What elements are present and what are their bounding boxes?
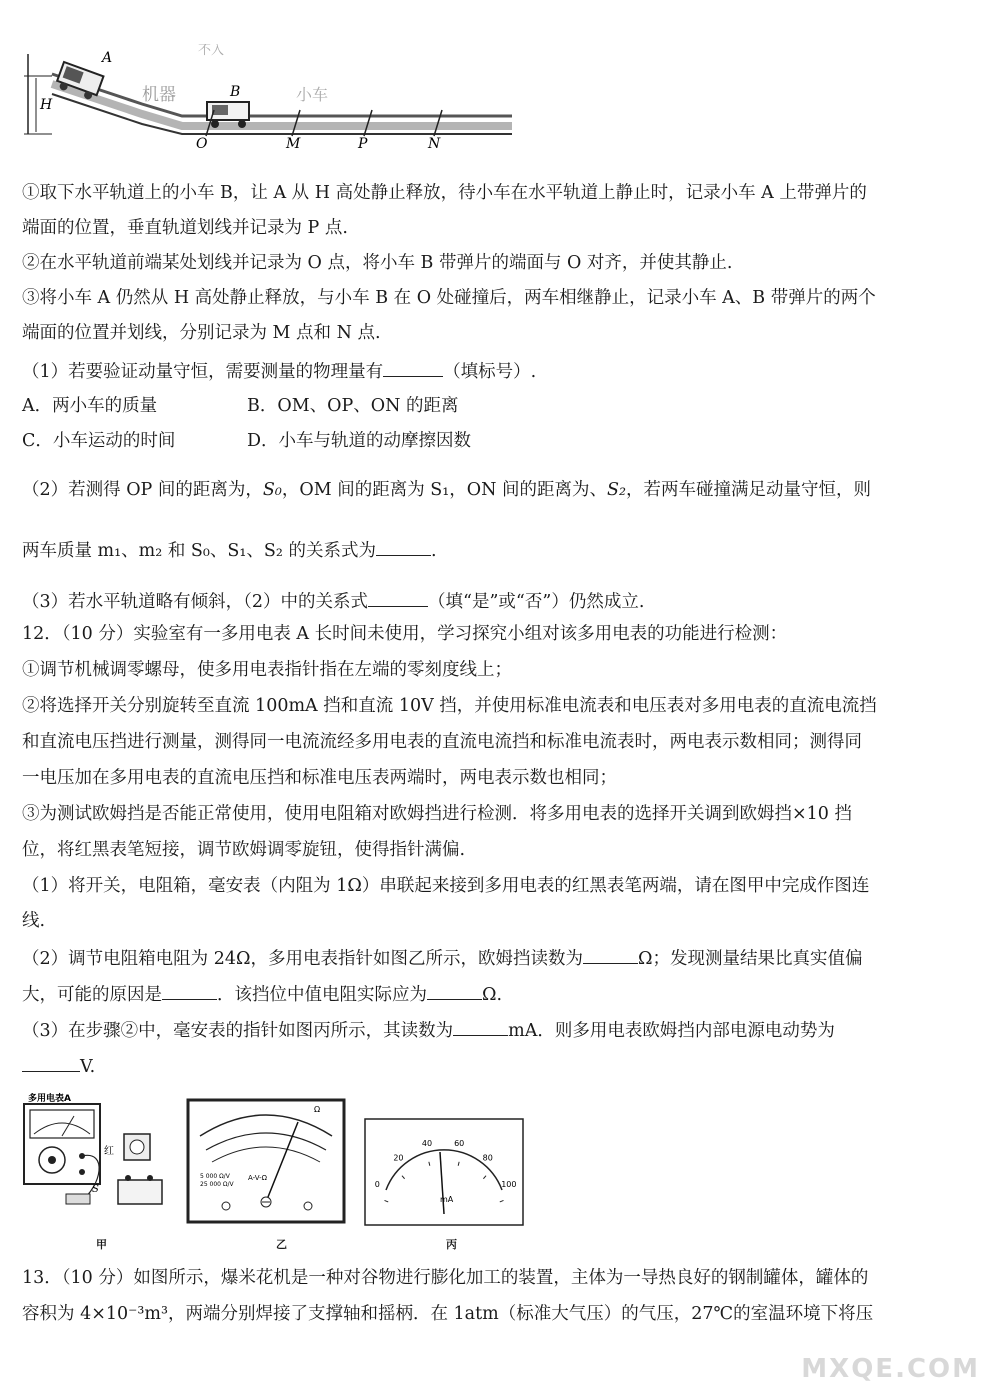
meter-unit-label: A-V-Ω [248, 1174, 268, 1182]
text-line: ③为测试欧姆挡是否能正常使用，使用电阻箱对欧姆挡进行检测．将多用电表的选择开关调到欧姆挡×10 挡 [22, 804, 852, 824]
figure-yi [186, 1098, 346, 1224]
text-line: ②在水平轨道前端某处划线并记录为 O 点，将小车 B 带弹片的端面与 O 对齐，并使其静止. [22, 253, 733, 273]
text-line: ③将小车 A 仍然从 H 高处静止释放，与小车 B 在 O 处碰撞后，两车相继静止，记录小车 A、B 带弹片的两个 [22, 288, 876, 308]
question-1-2: （2）若测得 OP 间的距离为，S₀，OM 间的距离为 S₁，ON 间的距离为、S₂，若两车碰撞满足动量守恒，则 [22, 480, 872, 500]
caption-jia: 甲 [96, 1238, 107, 1251]
label-O: O [196, 136, 208, 152]
scale-tick-label: 20 [393, 1153, 404, 1163]
question-1-1: （1）若要验证动量守恒，需要测量的物理量有 （填标号）. [22, 358, 536, 384]
answer-blank[interactable] [22, 1053, 80, 1072]
question-12-2-cont: 大，可能的原因是 ．该挡位中值电阻实际应为 Ω. [22, 981, 502, 1007]
option-row [22, 394, 458, 418]
text-line: 12．（10 分）实验室有一多用电表 A 长时间未使用，学习探究小组对该多用电表的功能进行检测： [22, 624, 788, 644]
label-M: M [286, 136, 301, 152]
scale-tick-label: 80 [482, 1153, 493, 1163]
watermark: MXQE.COM [801, 1354, 980, 1384]
text-line: （1）将开关，电阻箱，毫安表（内阻为 1Ω）串联起来接到多用电表的红黑表笔两端，请在图甲中完成作图连 [22, 876, 870, 896]
label-A: A [102, 50, 113, 66]
question-1-3: （3）若水平轨道略有倾斜，（2）中的关系式 （填“是”或“否”）仍然成立. [22, 588, 644, 614]
text-line: ①取下水平轨道上的小车 B，让 A 从 H 高处静止释放，待小车在水平轨道上静止时，记录小车 A 上带弹片的 [22, 183, 867, 203]
option-row [22, 429, 471, 453]
track-figure [22, 44, 522, 154]
text-line: 和直流电压挡进行测量，测得同一电流流经多用电表的直流电流挡和标准电流表时，两电表示数相同；测得同 [22, 732, 862, 752]
answer-blank[interactable] [383, 358, 443, 377]
answer-blank[interactable] [583, 945, 638, 964]
option-D: D．小车与轨道的动摩擦因数 [247, 431, 472, 451]
multimeter-title: 多用电表A [28, 1094, 71, 1104]
figure-jia [22, 1090, 182, 1220]
answer-blank[interactable] [368, 588, 428, 607]
option-C: C．小车运动的时间 [22, 431, 176, 451]
question-12-2: （2）调节电阻箱电阻为 24Ω，多用电表指针如图乙所示，欧姆挡读数为 Ω；发现测量结果比真实值偏 [22, 945, 863, 971]
figure-bing [364, 1118, 524, 1226]
blurred-text-2: 机器 [142, 85, 176, 105]
answer-blank[interactable] [453, 1017, 508, 1036]
answer-blank[interactable] [427, 981, 482, 1000]
question-12-3: （3）在步骤②中，毫安表的指针如图丙所示，其读数为 mA．则多用电表欧姆挡内部电源电动势为 [22, 1017, 835, 1043]
text-line: 位，将红黑表笔短接，调节欧姆调零旋钮，使得指针满偏. [22, 840, 466, 860]
scale-tick-label: 40 [421, 1138, 433, 1148]
text-line: 端面的位置，垂直轨道划线并记录为 P 点. [22, 218, 348, 238]
caption-yi: 乙 [276, 1238, 287, 1251]
text-line: 13．（10 分）如图所示，爆米花机是一种对谷物进行膨化加工的装置，主体为一导热良好的钢制罐体，罐体的 [22, 1268, 869, 1288]
option-B: B．OM、OP、ON 的距离 [247, 396, 459, 416]
scale-tick-label: 0 [374, 1179, 380, 1189]
question-1-2-cont: 两车质量 m₁、m₂ 和 S₀、S₁、S₂ 的关系式为 . [22, 537, 437, 563]
text-line: 容积为 4×10⁻³m³，两端分别焊接了支撑轴和摇柄．在 1atm（标准大气压）的气压，27℃的室温环境下将压 [22, 1304, 874, 1324]
blurred-text-3: 小车 [296, 85, 329, 104]
red-probe-label: 红 [104, 1146, 114, 1157]
text-line: ①调节机械调零螺母，使多用电表指针指在左端的零刻度线上； [22, 660, 512, 680]
label-B: B [230, 84, 241, 100]
meter-spec-1: 5 000 Ω/V [200, 1173, 230, 1180]
scale-tick-label: 60 [454, 1138, 465, 1148]
milliammeter-unit: mA [440, 1195, 454, 1204]
meter-spec-2: 25 000 Ω/V [200, 1181, 234, 1188]
switch-label: S [92, 1184, 99, 1195]
label-N: N [428, 136, 441, 152]
text-line: ②将选择开关分别旋转至直流 100mA 挡和直流 10V 挡，并使用标准电流表和电压表对多用电表的直流电流挡 [22, 696, 877, 716]
text-line: 线. [22, 911, 46, 931]
text-line: 一电压加在多用电表的直流电压挡和标准电压表两端时，两电表示数也相同； [22, 768, 617, 788]
answer-blank[interactable] [376, 537, 431, 556]
blurred-text-1: 不入 [198, 44, 225, 58]
option-A: A．两小车的质量 [22, 396, 158, 416]
caption-bing: 丙 [446, 1238, 457, 1251]
label-H: H [40, 97, 53, 113]
answer-blank[interactable] [162, 981, 217, 1000]
ohm-symbol: Ω [314, 1105, 321, 1114]
label-P: P [358, 136, 368, 152]
scale-tick-label: 100 [501, 1179, 517, 1189]
question-12-3-cont: V. [22, 1053, 95, 1079]
text-line: 端面的位置并划线，分别记录为 M 点和 N 点. [22, 323, 381, 343]
